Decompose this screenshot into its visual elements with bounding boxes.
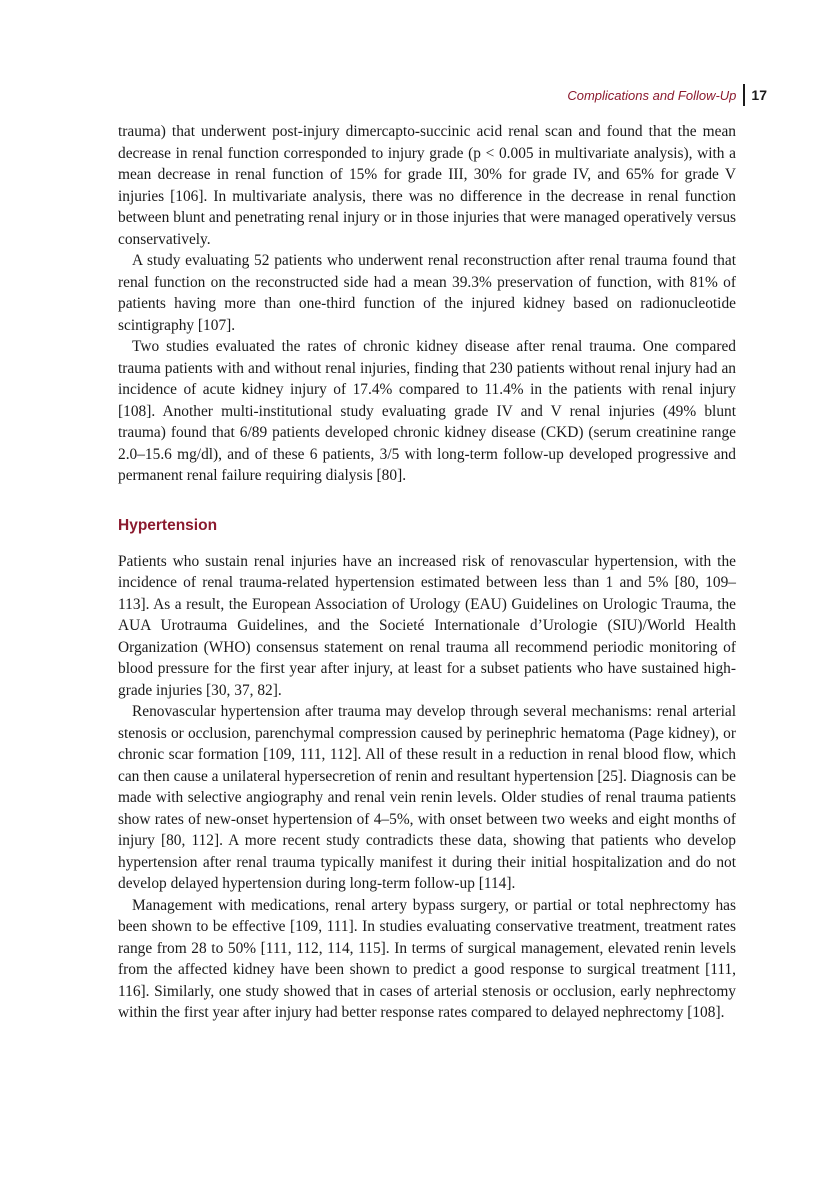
paragraph: Patients who sustain renal injuries have an increased risk of renovascular hypertension, with the incidence of renal trauma-related hypertension estimated between less than 1 and 5% [80, 109–113]. As a result, the European Association of Urology (EAU) Guidelines on Urologic Trauma, the AUA Urotrauma Guidelines, and the Societé Internationale d’Urologie (SIU)/World Health Organization (WHO) consensus statement on renal trauma all recommend periodic monitoring of blood pressure for the first year after injury, at least for a subset patients who have sustained high-grade injuries [30, 37, 82]. <box>118 552 736 699</box>
header-divider <box>743 84 745 106</box>
paragraph: A study evaluating 52 patients who underwent renal reconstruction after renal trauma found that renal function on the reconstructed side had a mean 39.3% preservation of function, with 81% of patients having more than one-third function of the injured kidney based on radionucleotide scintigraphy [107]. <box>118 252 736 334</box>
paragraph: Management with medications, renal artery bypass surgery, or partial or total nephrectomy has been shown to be effective [109, 111]. In studies evaluating conservative treatment, treatment rates range from 28 to 50% [111, 112, 114, 115]. In terms of surgical management, elevated renin levels from the affected kidney have been shown to predict a good response to surgical treatment [111, 116]. Similarly, one study showed that in cases of arterial stenosis or occlusion, early nephrectomy within the first year after injury had better response rates compared to delayed nephrectomy [108]. <box>118 896 736 1021</box>
page-number: 17 <box>751 87 767 103</box>
section-heading-hypertension: Hypertension <box>118 516 218 534</box>
paragraph: Two studies evaluated the rates of chronic kidney disease after renal trauma. One compared trauma patients with and without renal injuries, finding that 230 patients without renal injury had an incidence of acute kidney injury of 17.4% compared to 11.4% in the patients with renal injury [108]. Another multi-institutional study evaluating grade IV and V renal injuries (49% blunt trauma) found that 6/89 patients developed chronic kidney disease (CKD) (serum creatinine range 2.0–15.6 mg/dl), and of these 6 patients, 3/5 with long-term follow-up developed progressive and permanent renal failure requiring dialysis [80]. <box>118 338 736 484</box>
paragraph: Renovascular hypertension after trauma may develop through several mechanisms: renal arterial stenosis or occlusion, parenchymal compression caused by perinephric hematoma (Page kidney), or chronic scar formation [109, 111, 112]. All of these result in a reduction in renal blood flow, which can then cause a unilateral hypersecretion of renin and resultant hypertension [25]. Diagnosis can be made with selective angiography and renal vein renin levels. Older studies of renal trauma patients show rates of new-onset hypertension of 4–5%, with onset between two weeks and eight months of injury [80, 112]. A more recent study contradicts these data, showing that patients who develop hypertension after renal trauma typically manifest it during their initial hospitalization and do not develop delayed hypertension during long-term follow-up [114]. <box>118 703 736 892</box>
paragraph: trauma) that underwent post-injury dimercapto-succinic acid renal scan and found that the mean decrease in renal function corresponded to injury grade (p < 0.005 in multivariate analysis), with a mean decrease in renal function of 15% for grade III, 30% for grade IV, and 65% for grade V injuries [106]. In multivariate analysis, there was no difference in the decrease in renal function between blunt and penetrating renal injury or in those injuries that were managed operatively versus conservatively. <box>118 123 736 248</box>
running-head <box>567 84 767 106</box>
body-text <box>118 121 736 1024</box>
running-title: Complications and Follow-Up <box>567 87 737 103</box>
